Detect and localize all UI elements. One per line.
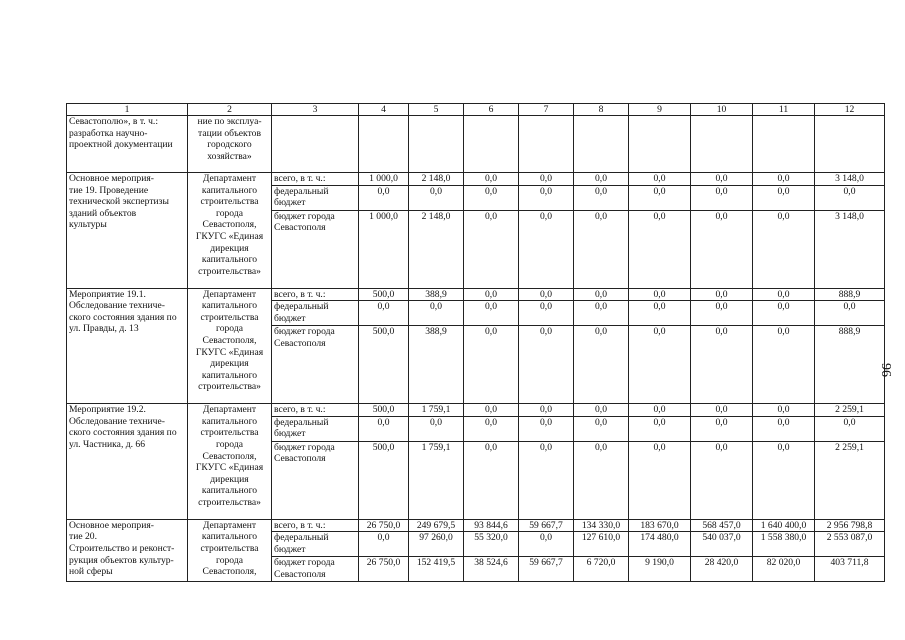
value-cell: 55 320,0 <box>464 532 519 557</box>
value-cell: 540 037,0 <box>691 532 753 557</box>
value-cell: 0,0 <box>574 185 629 210</box>
value-cell: 0,0 <box>629 404 691 417</box>
funding-source-cell: федеральный бюджет <box>272 416 359 441</box>
value-cell: 0,0 <box>815 185 885 210</box>
value-cell: 59 667,7 <box>519 557 574 581</box>
funding-source-cell: федеральный бюджет <box>272 185 359 210</box>
value-cell: 388,9 <box>409 326 464 404</box>
value-cell: 1 558 380,0 <box>753 532 815 557</box>
executor-cell: Департамент капитального строительства города Севастополя, <box>188 519 272 581</box>
value-cell: 0,0 <box>519 210 574 288</box>
value-cell: 0,0 <box>464 441 519 519</box>
value-cell: 0,0 <box>629 326 691 404</box>
value-cell: 2 259,1 <box>815 404 885 417</box>
value-cell: 0,0 <box>519 185 574 210</box>
value-cell: 0,0 <box>753 210 815 288</box>
executor-cell: Департамент капитального строительства города Севастополя, ГКУГС «Единая дирекция капитального строительства» <box>188 173 272 289</box>
funding-source-cell: федеральный бюджет <box>272 301 359 326</box>
value-cell: 174 480,0 <box>629 532 691 557</box>
executor-cell: Департамент капитального строительства города Севастополя, ГКУГС «Единая дирекция капитального строительства» <box>188 288 272 404</box>
value-cell: 3 148,0 <box>815 173 885 186</box>
value-cell: 2 148,0 <box>409 173 464 186</box>
value-cell: 0,0 <box>409 301 464 326</box>
value-cell: 0,0 <box>629 416 691 441</box>
value-cell: 0,0 <box>359 532 409 557</box>
funding-source-cell: бюджет города Севастополя <box>272 326 359 404</box>
value-cell: 888,9 <box>815 288 885 301</box>
value-cell: 0,0 <box>519 532 574 557</box>
value-cell: 1 000,0 <box>359 210 409 288</box>
value-cell: 0,0 <box>464 326 519 404</box>
value-cell: 0,0 <box>409 416 464 441</box>
value-cell: 0,0 <box>691 185 753 210</box>
value-cell: 2 148,0 <box>409 210 464 288</box>
value-cell: 0,0 <box>519 288 574 301</box>
value-cell: 500,0 <box>359 441 409 519</box>
value-cell: 0,0 <box>519 301 574 326</box>
value-cell: 0,0 <box>464 404 519 417</box>
value-cell: 0,0 <box>691 441 753 519</box>
executor-cell: Департамент капитального строительства города Севастополя, ГКУГС «Единая дирекция капитального строительства» <box>188 404 272 520</box>
value-cell: 0,0 <box>629 301 691 326</box>
header-cell: 6 <box>464 104 519 116</box>
value-cell: 0,0 <box>691 326 753 404</box>
value-cell: 1 759,1 <box>409 441 464 519</box>
value-cell: 97 260,0 <box>409 532 464 557</box>
activity-cell: Мероприятие 19.1. Обследование техниче- ского состояния здания по ул. Правды, д. 13 <box>67 288 188 404</box>
value-cell: 0,0 <box>574 441 629 519</box>
value-cell: 0,0 <box>464 210 519 288</box>
value-cell: 500,0 <box>359 326 409 404</box>
activity-cell: Мероприятие 19.2. Обследование техниче- ского состояния здания по ул. Частника, д. 66 <box>67 404 188 520</box>
value-cell: 0,0 <box>519 173 574 186</box>
table-row <box>67 173 885 186</box>
value-cell: 0,0 <box>464 288 519 301</box>
header-cell: 10 <box>691 104 753 116</box>
value-cell: 0,0 <box>691 416 753 441</box>
header-cell: 8 <box>574 104 629 116</box>
value-cell: 0,0 <box>574 301 629 326</box>
table-row <box>67 288 885 301</box>
value-cell: 568 457,0 <box>691 519 753 532</box>
value-cell: 0,0 <box>753 185 815 210</box>
value-cell: 0,0 <box>359 185 409 210</box>
value-cell: 249 679,5 <box>409 519 464 532</box>
value-cell: 2 956 798,8 <box>815 519 885 532</box>
value-cell: 38 524,6 <box>464 557 519 581</box>
value-cell: 0,0 <box>691 288 753 301</box>
value-cell: 82 020,0 <box>753 557 815 581</box>
value-cell: 0,0 <box>359 416 409 441</box>
value-cell: 0,0 <box>629 441 691 519</box>
value-cell: 0,0 <box>574 416 629 441</box>
funding-source-cell: всего, в т. ч.: <box>272 173 359 186</box>
value-cell: 0,0 <box>753 173 815 186</box>
value-cell: 0,0 <box>574 404 629 417</box>
value-cell: 0,0 <box>574 173 629 186</box>
value-cell: 403 711,8 <box>815 557 885 581</box>
value-cell: 888,9 <box>815 326 885 404</box>
funding-source-cell: бюджет города Севастополя <box>272 210 359 288</box>
value-cell: 0,0 <box>691 210 753 288</box>
value-cell: 0,0 <box>815 301 885 326</box>
value-cell: 9 190,0 <box>629 557 691 581</box>
header-cell: 11 <box>753 104 815 116</box>
value-cell: 0,0 <box>574 210 629 288</box>
value-cell: 1 640 400,0 <box>753 519 815 532</box>
funding-source-cell: всего, в т. ч.: <box>272 288 359 301</box>
header-cell: 1 <box>67 104 188 116</box>
header-cell: 12 <box>815 104 885 116</box>
value-cell: 28 420,0 <box>691 557 753 581</box>
value-cell: 0,0 <box>519 326 574 404</box>
value-cell: 26 750,0 <box>359 557 409 581</box>
header-row <box>67 104 885 116</box>
funding-source-cell: всего, в т. ч.: <box>272 519 359 532</box>
value-cell: 26 750,0 <box>359 519 409 532</box>
value-cell: 3 148,0 <box>815 210 885 288</box>
value-cell: 0,0 <box>629 288 691 301</box>
value-cell: 0,0 <box>753 288 815 301</box>
value-cell: 93 844,6 <box>464 519 519 532</box>
continuation-activity: Севастополю», в т. ч.: разработка научно- проектной документации <box>67 116 188 173</box>
value-cell: 0,0 <box>574 288 629 301</box>
value-cell: 127 610,0 <box>574 532 629 557</box>
value-cell: 0,0 <box>464 301 519 326</box>
value-cell: 0,0 <box>574 326 629 404</box>
value-cell: 152 419,5 <box>409 557 464 581</box>
value-cell: 0,0 <box>815 416 885 441</box>
value-cell: 0,0 <box>753 416 815 441</box>
value-cell: 0,0 <box>753 441 815 519</box>
value-cell: 2 553 087,0 <box>815 532 885 557</box>
funding-source-cell: бюджет города Севастополя <box>272 557 359 581</box>
value-cell: 500,0 <box>359 404 409 417</box>
value-cell: 0,0 <box>464 173 519 186</box>
value-cell: 6 720,0 <box>574 557 629 581</box>
header-cell: 4 <box>359 104 409 116</box>
value-cell: 0,0 <box>629 185 691 210</box>
value-cell: 1 759,1 <box>409 404 464 417</box>
value-cell: 0,0 <box>691 301 753 326</box>
activity-cell: Основное мероприя- тие 20. Строительство и реконст- рукция объектов культур- ной сферы <box>67 519 188 581</box>
value-cell: 0,0 <box>519 441 574 519</box>
funding-source-cell: всего, в т. ч.: <box>272 404 359 417</box>
value-cell: 0,0 <box>464 416 519 441</box>
value-cell: 0,0 <box>359 301 409 326</box>
value-cell: 0,0 <box>464 185 519 210</box>
value-cell: 500,0 <box>359 288 409 301</box>
funding-source-cell: бюджет города Севастополя <box>272 441 359 519</box>
activity-cell: Основное мероприя- тие 19. Проведение технической экспертизы зданий объектов культуры <box>67 173 188 289</box>
table-row <box>67 404 885 417</box>
value-cell: 0,0 <box>753 404 815 417</box>
value-cell: 183 670,0 <box>629 519 691 532</box>
funding-source-cell: федеральный бюджет <box>272 532 359 557</box>
value-cell: 134 330,0 <box>574 519 629 532</box>
header-cell: 2 <box>188 104 272 116</box>
page-number: 96 <box>878 363 893 377</box>
continuation-executor: ние по эксплуа- тации объектов городского хозяйства» <box>188 116 272 173</box>
budget-table <box>66 103 885 582</box>
value-cell: 0,0 <box>629 210 691 288</box>
value-cell: 0,0 <box>409 185 464 210</box>
value-cell: 1 000,0 <box>359 173 409 186</box>
value-cell: 0,0 <box>629 173 691 186</box>
continuation-row <box>67 116 885 173</box>
header-cell: 3 <box>272 104 359 116</box>
value-cell: 0,0 <box>691 173 753 186</box>
value-cell: 388,9 <box>409 288 464 301</box>
value-cell: 2 259,1 <box>815 441 885 519</box>
value-cell: 0,0 <box>753 326 815 404</box>
value-cell: 0,0 <box>519 416 574 441</box>
header-cell: 7 <box>519 104 574 116</box>
value-cell: 0,0 <box>753 301 815 326</box>
value-cell: 59 667,7 <box>519 519 574 532</box>
value-cell: 0,0 <box>519 404 574 417</box>
header-cell: 9 <box>629 104 691 116</box>
header-cell: 5 <box>409 104 464 116</box>
value-cell: 0,0 <box>691 404 753 417</box>
table-row <box>67 519 885 532</box>
